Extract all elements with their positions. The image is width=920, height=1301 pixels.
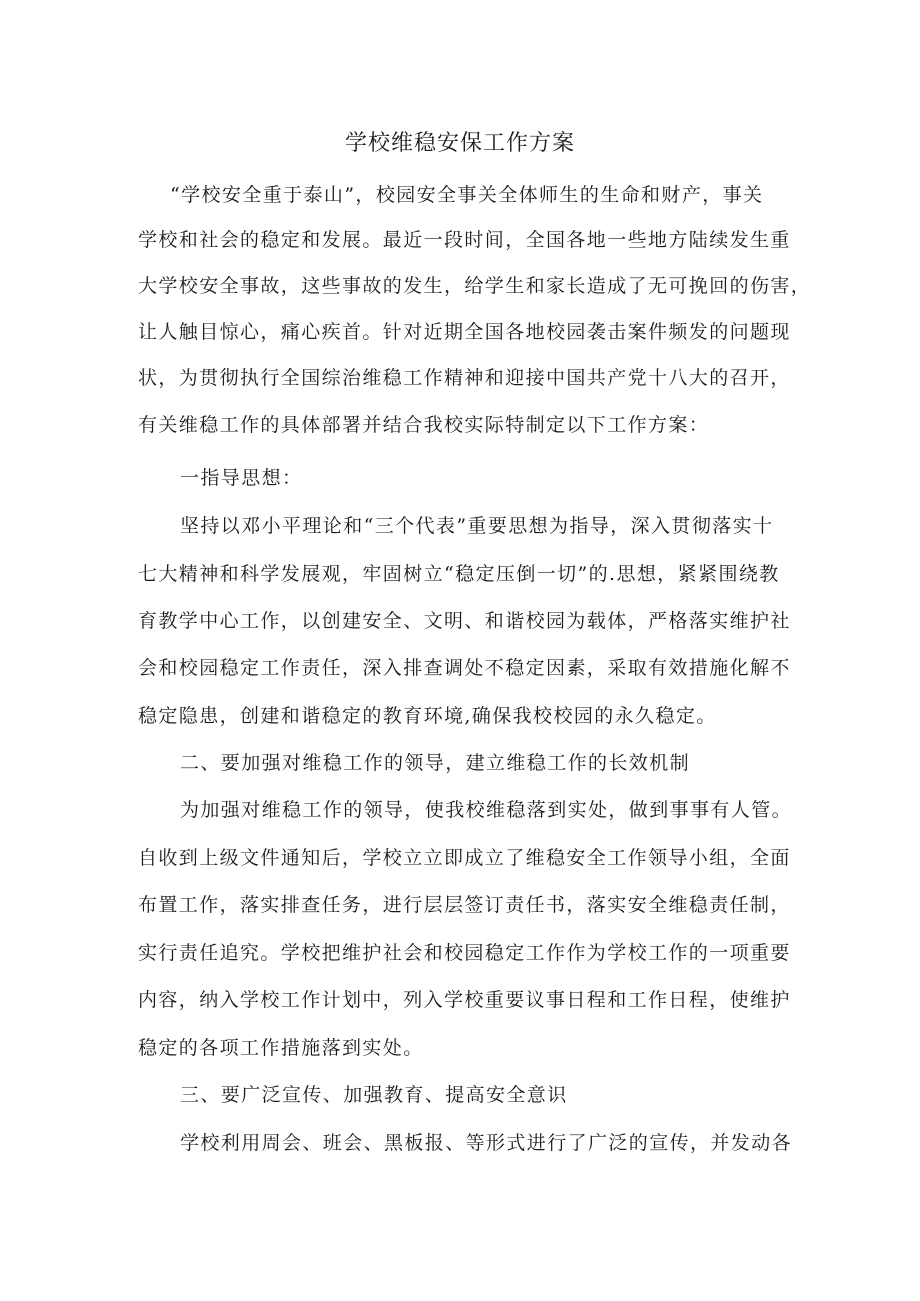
paragraph-line: 为加强对维稳工作的领导，使我校维稳落到实处，做到事事有人管。 <box>180 799 793 821</box>
paragraph-line: 自收到上级文件通知后，学校立立即成立了维稳安全工作领导小组，全面 <box>138 847 791 869</box>
paragraph-line: “学校安全重于泰山”，校园安全事关全体师生的生命和财产，事关 <box>170 184 764 206</box>
paragraph-line: 大学校安全事故，这些事故的发生，给学生和家长造成了无可挽回的伤害， <box>138 275 812 297</box>
paragraph-line: 让人触目惊心，痛心疾首。针对近期全国各地校园袭击案件频发的问题现 <box>138 321 791 343</box>
paragraph-line: 实行责任追究。学校把维护社会和校园稳定工作作为学校工作的一项重要 <box>138 942 791 964</box>
section-heading: 三、要广泛宣传、加强教育、提高安全意识 <box>180 1084 568 1106</box>
section-heading: 一指导思想： <box>180 467 303 489</box>
paragraph-line: 有关维稳工作的具体部署并结合我校实际特制定以下工作方案： <box>138 414 710 436</box>
paragraph-line: 状，为贯彻执行全国综治维稳工作精神和迎接中国共产党十八大的召开， <box>138 367 791 389</box>
paragraph-line: 稳定隐患，创建和谐稳定的教育环境,确保我校校园的永久稳定。 <box>138 705 717 727</box>
paragraph-line: 育教学中心工作，以创建安全、文明、和谐校园为载体，严格落实维护社 <box>138 610 791 632</box>
paragraph-line: 坚持以邓小平理论和“三个代表”重要思想为指导，深入贯彻落实十 <box>180 515 774 537</box>
paragraph-line: 布置工作，落实排查任务，进行层层签订责任书，落实安全维稳责任制， <box>138 894 791 916</box>
paragraph-line: 七大精神和科学发展观，牢固树立“稳定压倒一切”的.思想，紧紧围绕教 <box>138 563 780 585</box>
paragraph-line: 会和校园稳定工作责任，深入排查调处不稳定因素，采取有效措施化解不 <box>138 657 791 679</box>
paragraph-line: 学校利用周会、班会、黑板报、等形式进行了广泛的宣传，并发动各 <box>180 1132 793 1154</box>
paragraph-line: 稳定的各项工作措施落到实处。 <box>138 1037 424 1059</box>
paragraph-line: 内容，纳入学校工作计划中，列入学校重要议事日程和工作日程，使维护 <box>138 989 791 1011</box>
section-heading: 二、要加强对维稳工作的领导，建立维稳工作的长效机制 <box>180 752 691 774</box>
paragraph-line: 学校和社会的稳定和发展。最近一段时间，全国各地一些地方陆续发生重 <box>138 229 791 251</box>
document-title: 学校维稳安保工作方案 <box>344 131 575 156</box>
